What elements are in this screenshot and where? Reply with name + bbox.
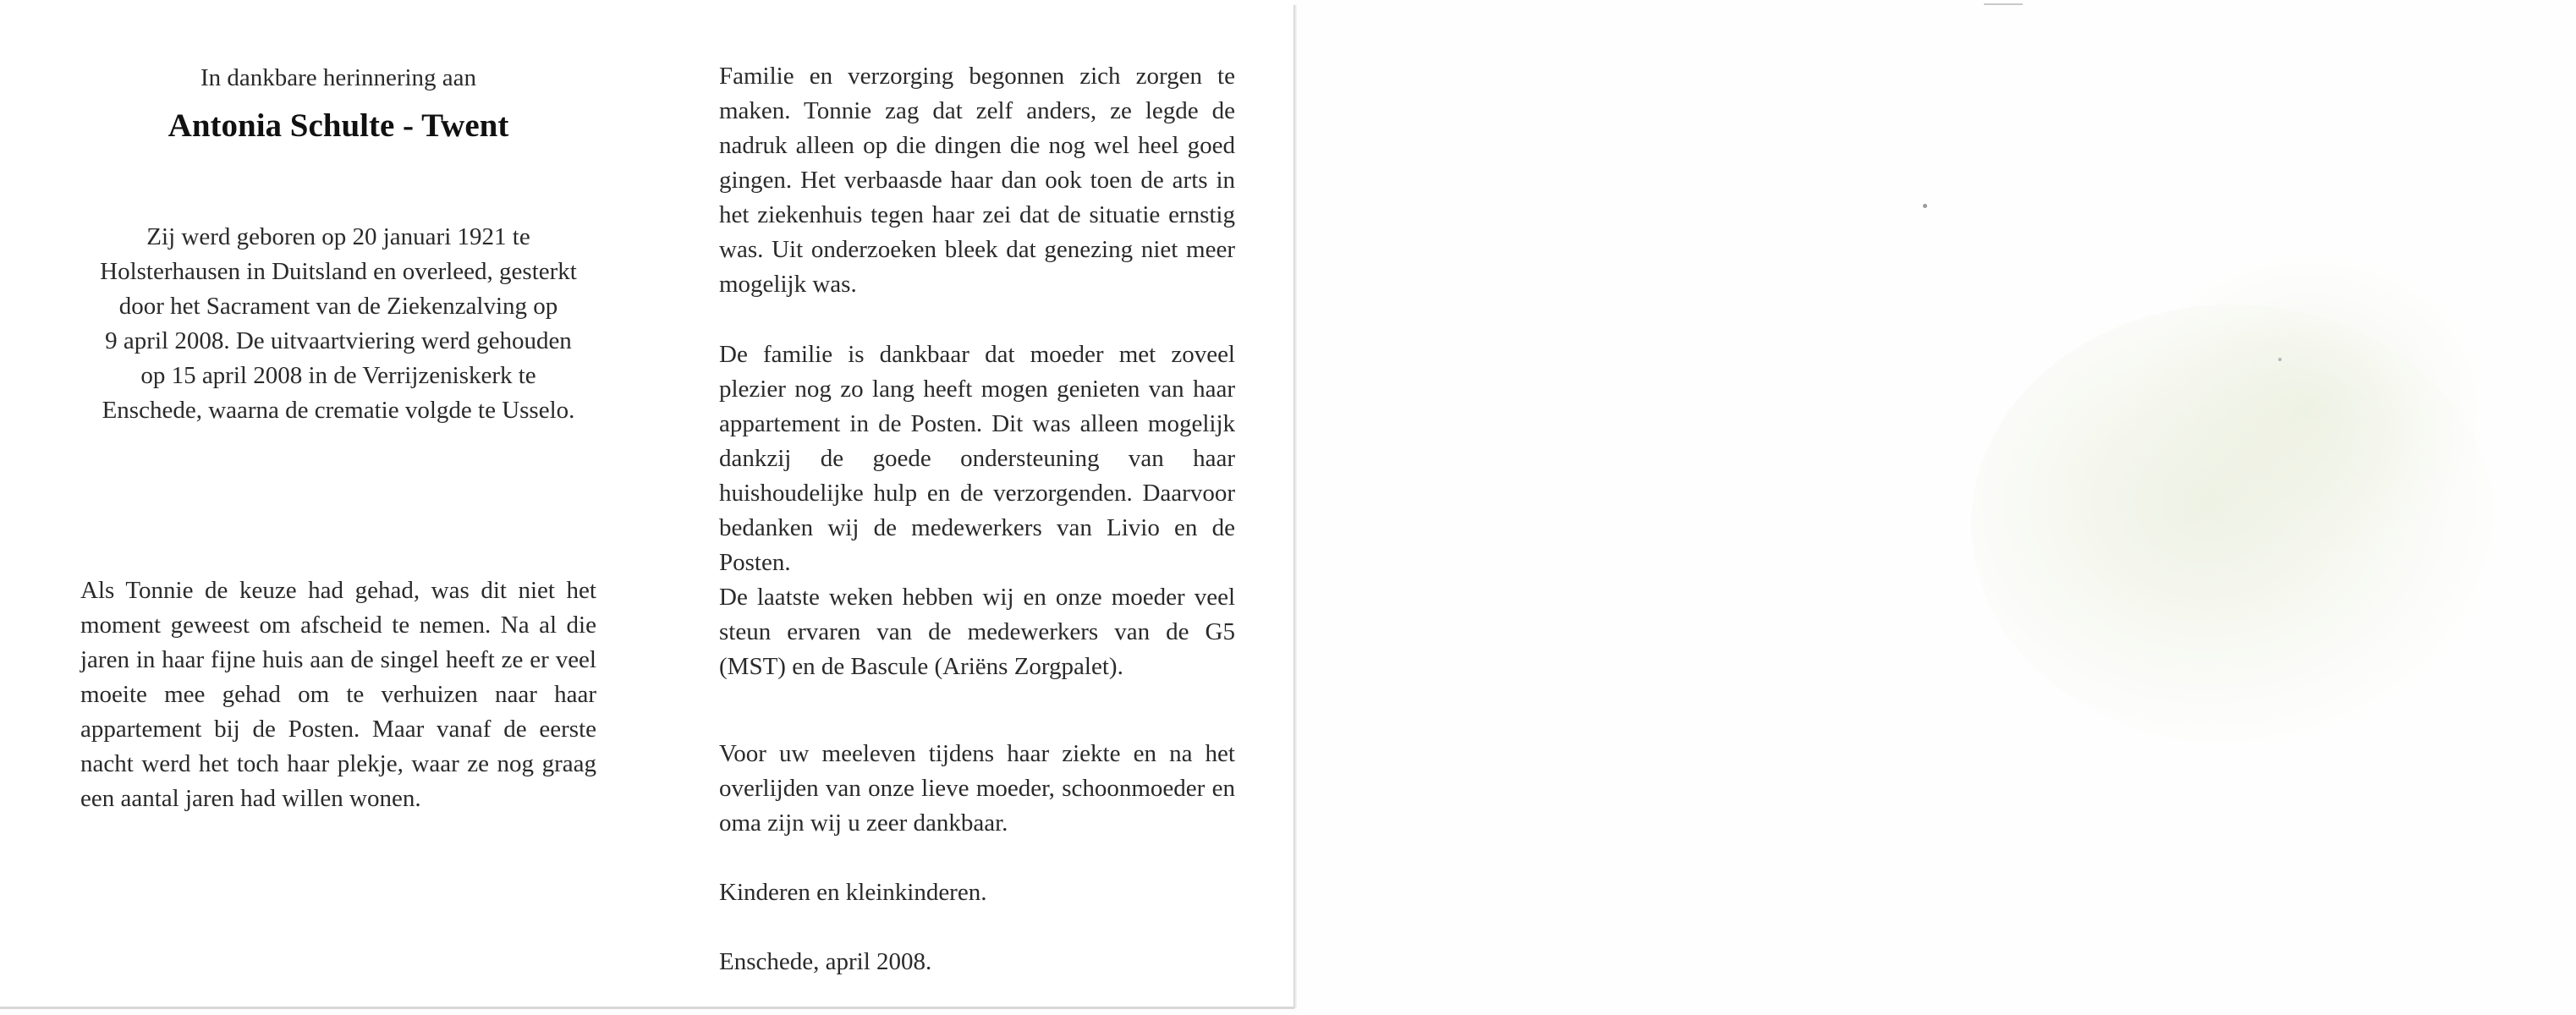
scan-edge-mark [1984, 3, 2023, 5]
deceased-name: Antonia Schulte - Twent [168, 107, 509, 144]
intro-line: In dankbare herinnering aan [200, 64, 477, 91]
place-date: Enschede, april 2008. [719, 948, 932, 975]
scan-speck [2278, 358, 2282, 361]
signature-family: Kinderen en kleinkinderen. [719, 879, 987, 906]
paragraph-gratitude-family: De familie is dankbaar dat moeder met zoveel plezier nog zo lang heeft mogen genieten van haar appartement in de Posten. Dit was alleen mogelijk dankzij de goede ondersteuning van haar huishoudelijke hulp en de verzorgenden. Daarvoor bedanken wij de medewerkers van Livio en de Posten. [719, 341, 1235, 576]
left-story-paragraph: Als Tonnie de keuze had gehad, was dit niet het moment geweest om afscheid te nemen. Na al die jaren in haar fijne huis aan de singel heeft ze er veel moeite mee gehad om te verhuizen naar haar appartement bij de Posten. Maar vanaf de eerste nacht werd het toch haar plekje, waar ze nog graag een aantal jaren had willen wonen. [80, 577, 596, 812]
scan-speck [1923, 204, 1927, 208]
paragraph-illness: Familie en verzorging begonnen zich zorgen te maken. Tonnie zag dat zelf anders, ze legde de nadruk alleen op die dingen die nog wel heel goed gingen. Het verbaasde haar dan ook toen de arts in het ziekenhuis tegen haar zei dat de situatie ernstig was. Uit onderzoeken bleek dat genezing niet meer mogelijk was. [719, 63, 1235, 298]
faded-rose-petal [2132, 254, 2487, 558]
paragraph-last-weeks: De laatste weken hebben wij en onze moeder veel steun ervaren van de medewerkers van de G5 (MST) en de Bascule (Ariëns Zorgpalet). [719, 584, 1235, 680]
biography-text: Zij werd geboren op 20 januari 1921 te Holsterhausen in Duitsland en overleed, gesterkt door het Sacrament van de Ziekenzalving op 9 april 2008. De uitvaartviering werd gehouden op 15 april 2008 in de Verrijzeniskerk te Enschede, waarna de crematie volgde te Usselo. [100, 223, 577, 424]
paragraph-thanks: Voor uw meeleven tijdens haar ziekte en na het overlijden van onze lieve moeder, schoonmoeder en oma zijn wij u zeer dankbaar. [719, 740, 1235, 837]
left-panel [76, 61, 601, 428]
middle-panel [719, 59, 1235, 979]
